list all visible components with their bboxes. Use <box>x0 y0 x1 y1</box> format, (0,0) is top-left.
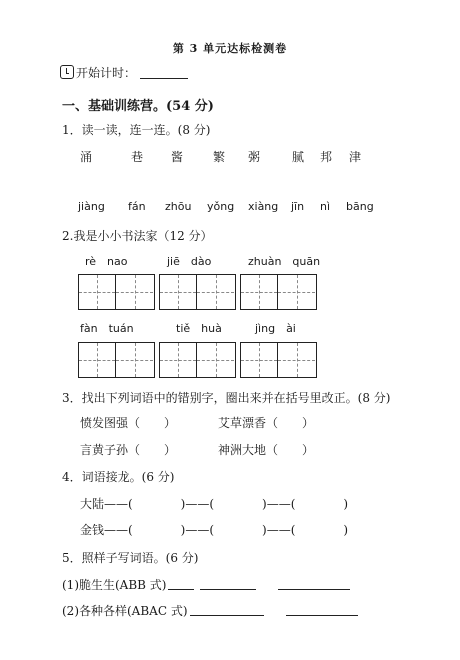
q3-item[interactable]: 艾草漂香（ ） <box>218 416 315 430</box>
q1-char[interactable]: 涌 <box>80 150 93 164</box>
q1-pinyin[interactable]: fán <box>128 200 146 213</box>
answer-line[interactable] <box>200 578 256 590</box>
timer-row <box>60 64 188 81</box>
answer-line[interactable] <box>278 578 350 590</box>
q4-chain-row[interactable]: 大陆——( )——( )——( ) <box>80 497 349 511</box>
q2-pinyin: fàn tuán <box>80 322 134 335</box>
q1-char[interactable]: 酱 <box>171 150 184 164</box>
q1-pinyin[interactable]: jīn <box>291 200 305 213</box>
question-5-prompt: 5．照样子写词语。(6 分) <box>62 551 199 565</box>
writing-grid[interactable] <box>240 342 317 378</box>
q3-item[interactable]: 愤发图强（ ） <box>80 416 177 430</box>
q3-item[interactable]: 神洲大地（ ） <box>218 443 315 457</box>
writing-cell[interactable] <box>79 343 116 377</box>
timer-label: 开始计时： <box>76 66 137 80</box>
q5-item-row <box>62 576 350 593</box>
answer-line[interactable] <box>168 578 194 590</box>
q5-item-label: (1)脆生生(ABB 式) <box>62 578 167 592</box>
q2-pinyin: jìng ài <box>255 322 296 335</box>
writing-cell[interactable] <box>160 275 197 309</box>
writing-cell[interactable] <box>197 343 234 377</box>
question-3-prompt: 3．找出下列词语中的错别字，圈出来并在括号里改正。(8 分) <box>62 391 391 405</box>
q1-pinyin[interactable]: xiàng <box>248 200 279 213</box>
writing-cell[interactable] <box>278 343 315 377</box>
q4-chain-row[interactable]: 金钱——( )——( )——( ) <box>80 523 349 537</box>
writing-grid[interactable] <box>78 342 155 378</box>
q1-pinyin[interactable]: yǒng <box>207 200 235 213</box>
writing-cell[interactable] <box>79 275 116 309</box>
answer-line[interactable] <box>190 604 264 616</box>
q1-char[interactable]: 腻 <box>292 150 305 164</box>
q1-char[interactable]: 津 <box>349 150 362 164</box>
writing-grid[interactable] <box>159 274 236 310</box>
writing-cell[interactable] <box>116 275 153 309</box>
q1-char[interactable]: 粥 <box>248 150 261 164</box>
page-title: 第 3 单元达标检测卷 <box>172 42 288 55</box>
writing-grid[interactable] <box>78 274 155 310</box>
q2-pinyin: zhuàn quān <box>248 255 321 268</box>
q1-char[interactable]: 巷 <box>131 150 144 164</box>
writing-grid[interactable] <box>159 342 236 378</box>
writing-grid[interactable] <box>240 274 317 310</box>
section-title: 一、基础训练营。(54 分) <box>62 99 214 114</box>
q2-pinyin: tiě huà <box>176 322 222 335</box>
question-1-prompt: 1．读一读，连一连。(8 分) <box>62 123 211 137</box>
q1-pinyin[interactable]: jiàng <box>78 200 105 213</box>
writing-cell[interactable] <box>241 275 278 309</box>
writing-cell[interactable] <box>278 275 315 309</box>
q1-char[interactable]: 繁 <box>213 150 226 164</box>
q2-pinyin: jiē dào <box>167 255 212 268</box>
clock-icon <box>60 65 74 79</box>
timer-blank[interactable] <box>140 66 188 79</box>
question-2-prompt: 2.我是小小书法家（12 分） <box>62 229 213 243</box>
writing-cell[interactable] <box>160 343 197 377</box>
answer-line[interactable] <box>286 604 358 616</box>
writing-cell[interactable] <box>116 343 153 377</box>
q1-pinyin[interactable]: nì <box>320 200 331 213</box>
q5-item-row <box>62 602 358 619</box>
q3-item[interactable]: 言黄子孙（ ） <box>80 443 177 457</box>
q2-pinyin: rè nao <box>85 255 128 268</box>
writing-cell[interactable] <box>197 275 234 309</box>
q1-pinyin[interactable]: bāng <box>346 200 374 213</box>
q1-pinyin[interactable]: zhōu <box>165 200 192 213</box>
question-4-prompt: 4．词语接龙。(6 分) <box>62 470 175 484</box>
q5-item-label: (2)各种各样(ABAC 式) <box>62 604 188 618</box>
writing-cell[interactable] <box>241 343 278 377</box>
q1-char[interactable]: 邦 <box>320 150 333 164</box>
